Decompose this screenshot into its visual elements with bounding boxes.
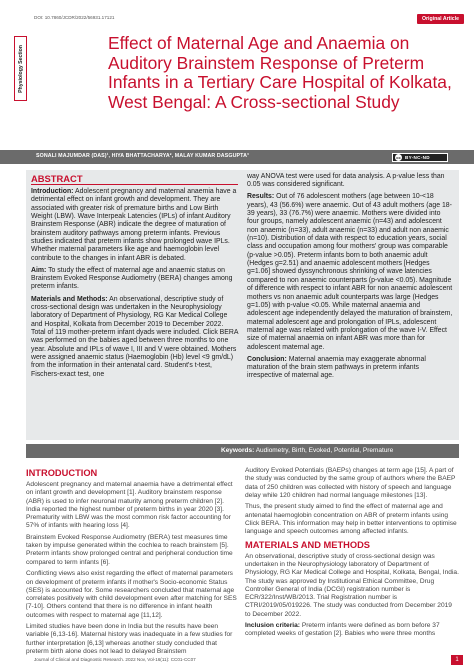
author-list: SONALI MAJUMDAR (DAS)¹, HIYA BHATTACHARYA², MALAY KUMAR DASGUPTA³ [36, 153, 249, 159]
cc-icon: cc [396, 154, 401, 160]
abstract-introduction-label: Introduction: [31, 188, 74, 195]
keywords-label: Keywords: [221, 447, 255, 454]
abstract-results-text: Out of 76 adolescent mothers (age between 10-<18 years), 43 (56.6%) were anaemic. Out of 43 adult mothers (age 18-39 years), 33 (76.7%) were anaemic. Mothers were divided into four groups, namely adolescent anaemic (n=43) and adolescent non anaemic (n=33), adult anaemic (n=33) and adult non anaemic (n=10). Distribution of data with respect to education years, social class and occupation among four mothers' group was comparable (p-value >0.05). Preterm infants born to both anaemic adult (Hedges g=2.51) and anaemic adolescent mothers [Hedges g=1.06] showed dyssynchronous shrinking of wave latencies compared to non anaemic counterparts (p-value <0.05). Magnitude of difference with respect to infant ABR for non anaemic adolescent mothers vs non anaemic adult counterparts was large (Hedges g=1.05) with p-value <0.05. While maternal anaemia and adolescent age independently delayed the maturation of brainstem, maternal adolescent age and prolongation of IPLs, adolescent maternal age was related with prolongation of the wave I-V. Effect size of maternal anaemia on infant ABR was more than for adolescent maternal age. [247, 193, 453, 351]
abstract-methods-text: An observational, descriptive study of cross-sectional design was undertaken in the Neurophysiology laboratory of Department of Physiology, RG Kar Medical College and Hospital, Kolkata from December 2019 to December 2022. Total of 119 mother-preterm infant dyads were included. Click BERA was performed on the babies aged between three months to one year. Absolute and IPLs of wave I, III and V were obtained. Mothers were assigned anaemic status (Haemoglobin (Hb) level <9 gm/dL) from the information in their antenatal card. Student's t-test, Fischers-exact test, one [31, 295, 239, 378]
methods-paragraph: An observational, descriptive study of cross-sectional design was undertaken in the Neurophysiology laboratory of Department of Physiology, RG Kar Medical College and Hospital, Kolkata, Bengal, India. The study was approved by Institutional Ethical Committee, Drug Controller General of India (DCGI) registration number is ECR/322/Inst/WB/2013. Trial Registration number is CTRI/2019/05/019226. The study was conducted from December 2019 to December 2022. [245, 552, 459, 618]
abstract-conclusion-text: Maternal anaemia may exaggerate abnormal maturation of the brain stem pathways in preterm infants irrespective of maternal age. [247, 355, 426, 380]
license-badge[interactable] [392, 153, 448, 162]
page-number: 1 [451, 655, 463, 665]
doi-text: DOI: 10.7860/JCDR/2022/56931.17121 [34, 15, 115, 20]
inclusion-label: Inclusion criteria: [245, 622, 300, 630]
introduction-paragraph: Adolescent pregnancy and maternal anaemia have a detrimental effect on infant growth and development [1]. Auditory brainstem response (ABR) is used to infer neuronal maturity among preterm children [2]. India reported the highest number of preterm births in year 2020 [3]. Prematurity with LBW was the most common risk factor accounting for 57% of infants with hearing loss [4]. [26, 481, 233, 530]
author-bar [0, 150, 474, 164]
right-body-column [245, 467, 459, 642]
abstract-aim-label: Aim: [31, 266, 47, 274]
abstract-methods-continued: way ANOVA test were used for data analysis. A p-value less than 0.05 was considered significant. [247, 173, 445, 189]
introduction-paragraph: Conflicting views also exist regarding the effect of maternal parameters on development of preterm infants if mother's Socio-economic Status (SES) is accounted for. Some researchers concluded that maternal age correlates positively with child development even after matching for SES [7-10]. Others contend that there is no difference in infant health outcomes with respect to maternal age [11,12]. [26, 570, 237, 619]
article-title: Effect of Maternal Age and Anaemia on Auditory Brainstem Response of Preterm Infants in a Tertiary Care Hospital of Kolkata, West Bengal: A Cross-sectional Study [108, 33, 452, 112]
abstract-conclusion-label: Conclusion: [247, 355, 287, 363]
abstract-aim [31, 267, 239, 292]
keywords-list: Audiometry, Birth, Evoked, Potential, Premature [255, 447, 394, 454]
abstract-aim-text: To study the effect of maternal age and anaemic status on Brainstem Evoked Response Audiometry (BERA) changes among preterm infants. [31, 266, 233, 291]
footer-citation: Journal of Clinical and Diagnostic Research. 2022 Nov, Vol-16(11): CC01-CC07 [34, 657, 196, 662]
article-type-badge: Original Article [417, 14, 464, 24]
keywords-bar [26, 444, 459, 458]
introduction-column [26, 481, 238, 660]
right-paragraph: Auditory Evoked Potentials (BAEPs) changes at term age [15]. A part of the study was conducted by the same group of authors where the BAEP data of 250 children was collected with history of speech and language delay while 120 children had normal language milestones [13]. [245, 467, 456, 499]
abstract-introduction [31, 188, 239, 263]
introduction-heading: INTRODUCTION [26, 468, 98, 478]
abstract-box [26, 170, 459, 440]
abstract-results [247, 193, 453, 352]
inclusion-text: Preterm infants were defined as born before 37 completed weeks of gestation [2]. Babies who were three months [245, 622, 440, 638]
section-tab [14, 36, 27, 101]
abstract-left-column [31, 188, 239, 383]
abstract-introduction-text: Adolescent pregnancy and maternal anaemia have a detrimental effect on infant growth and development. They are associated with greater risk of premature births and Low Birth Weight (LBW). Wave Interpeak Latencies (IPLs) of infant Auditory Brainstem Response (ABR) indicate the degree of maturation of brainstem auditory pathways among preterm infants. Previous studies indicated that preterm infants show prolonged wave IPLs. Whether maternal parameters like age and haemoglobin level contribute to the changes in infant ABR is debated. [31, 188, 237, 262]
methods-heading: MATERIALS AND METHODS [245, 539, 370, 550]
right-paragraph: Thus, the present study aimed to find the effect of maternal age and antenatal haemoglobin concentration on ABR of preterm infants using Click BERA. This information may help in better interventions to optimise language and speech outcomes among affected infants. [245, 503, 457, 536]
abstract-methods-label: Materials and Methods: [31, 295, 108, 303]
keywords-text [221, 447, 393, 454]
introduction-paragraph: Limited studies have been done in India but the results have been variable [6,13-16]. Maternal history was inadequate in a few studies for further interpretation [6,13] whereas another study concluded that preterm birth alone does not lead to delayed Brainstem [26, 623, 233, 655]
abstract-conclusion [247, 356, 453, 381]
abstract-right-column [247, 173, 453, 384]
introduction-paragraph: Brainstem Evoked Response Audiometry (BERA) test measures time taken by impulse generated within the cochlea to reach brainstem [5]. Preterm infants show prolonged central and peripheral conduction time compared to term infants [6]. [26, 533, 233, 566]
section-tab-label: Physiology Section [17, 44, 24, 93]
abstract-heading-rule [31, 184, 238, 185]
abstract-results-label: Results: [247, 193, 275, 201]
license-label: BY-NC-ND [405, 154, 430, 160]
abstract-methods [31, 296, 239, 379]
abstract-heading: ABSTRACT [31, 173, 83, 184]
inclusion-criteria [245, 622, 459, 639]
